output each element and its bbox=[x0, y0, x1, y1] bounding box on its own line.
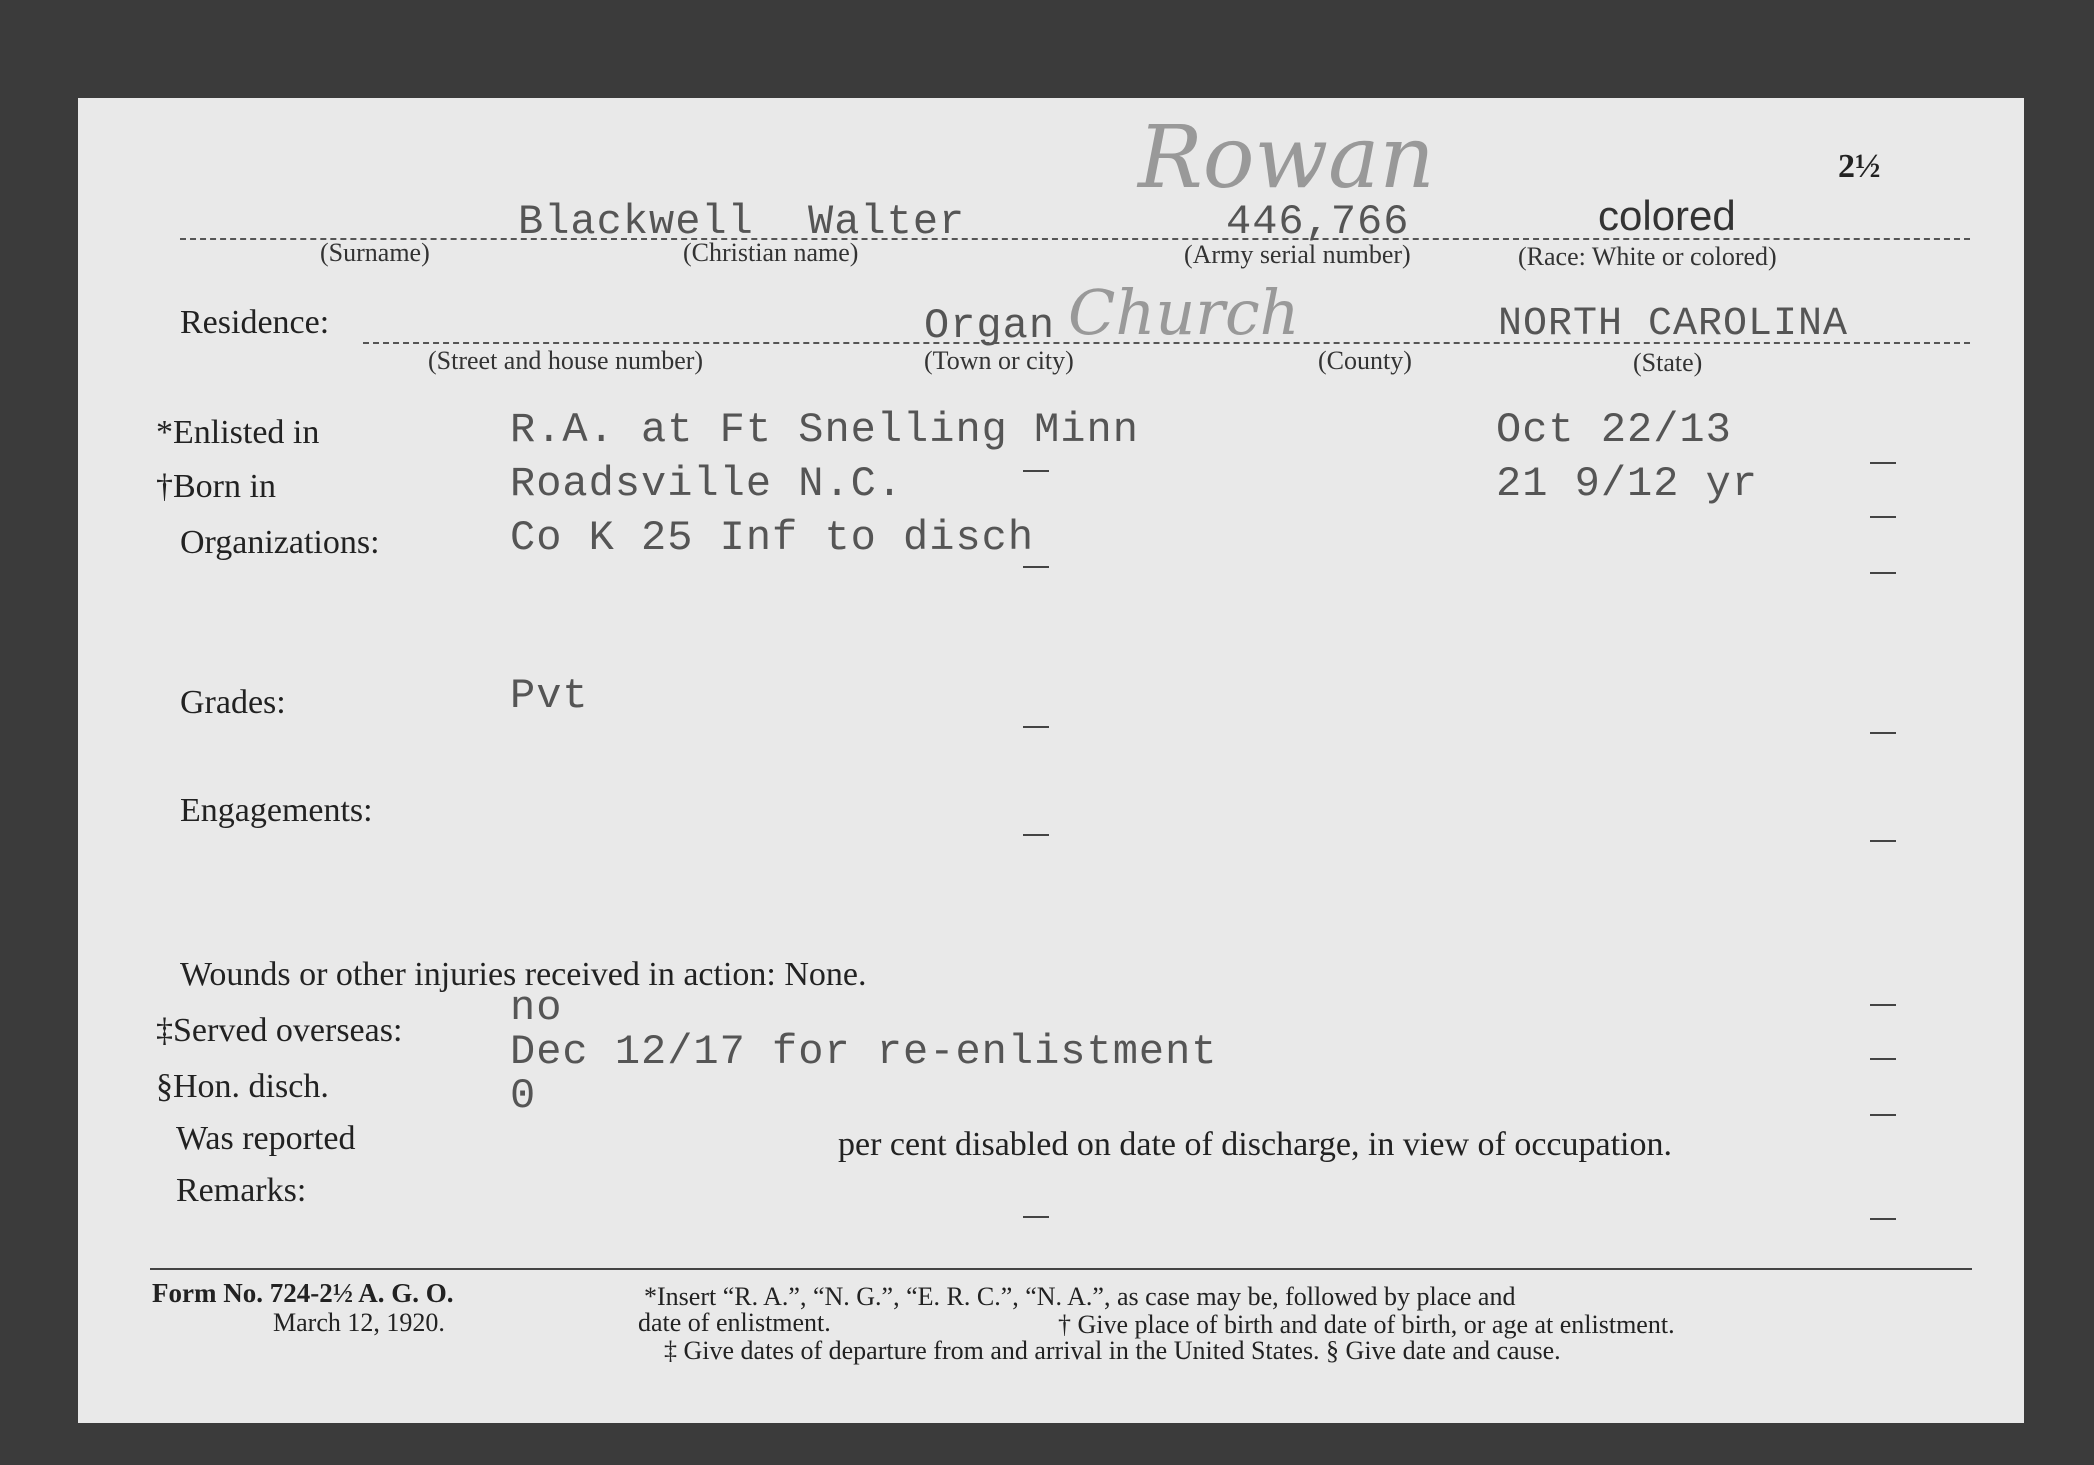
born-label: †Born in bbox=[156, 468, 276, 505]
hon-disch-value: Dec 12/17 for re-enlistment bbox=[510, 1028, 1218, 1076]
grades-value: Pvt bbox=[510, 672, 589, 720]
form-number: Form No. 724-2½ A. G. O. bbox=[152, 1278, 454, 1308]
caption-town: (Town or city) bbox=[924, 346, 1074, 375]
enlisted-date-value: Oct 22/13 bbox=[1496, 406, 1732, 454]
tick-mark bbox=[1870, 732, 1896, 734]
enlisted-value: R.A. at Ft Snelling Minn bbox=[510, 406, 1139, 454]
tick-mark bbox=[1023, 470, 1049, 472]
enlisted-label: *Enlisted in bbox=[156, 414, 320, 451]
footnote-line-2a: date of enlistment. bbox=[638, 1308, 831, 1337]
residence-label: Residence: bbox=[180, 304, 330, 341]
disability-text: per cent disabled on date of discharge, in view of occupation. bbox=[838, 1126, 1672, 1163]
service-card bbox=[78, 98, 2024, 1423]
tick-mark bbox=[1870, 1114, 1896, 1116]
hon-disch-label: §Hon. disch. bbox=[156, 1068, 329, 1105]
surname-value: Blackwell bbox=[518, 198, 754, 246]
state-value: NORTH CAROLINA bbox=[1498, 302, 1849, 347]
organizations-label: Organizations: bbox=[180, 524, 380, 561]
wounds-text: Wounds or other injuries received in action: None. bbox=[180, 956, 867, 993]
was-reported-label: Was reported bbox=[176, 1120, 356, 1157]
race-value: colored bbox=[1598, 192, 1736, 239]
remarks-label: Remarks: bbox=[176, 1172, 307, 1209]
tick-mark bbox=[1870, 1218, 1896, 1220]
was-reported-value: 0 bbox=[510, 1072, 537, 1120]
footer-rule bbox=[150, 1268, 1972, 1270]
tick-mark bbox=[1023, 834, 1049, 836]
tick-mark bbox=[1023, 1216, 1049, 1218]
christian-name-value: Walter bbox=[808, 198, 966, 246]
tick-mark bbox=[1870, 516, 1896, 518]
tick-mark bbox=[1023, 726, 1049, 728]
footnote-line-1: *Insert “R. A.”, “N. G.”, “E. R. C.”, “N. A.”, as case may be, followed by place and bbox=[644, 1282, 1516, 1311]
tick-mark bbox=[1023, 566, 1049, 568]
form-date: March 12, 1920. bbox=[273, 1308, 445, 1337]
engagements-label: Engagements: bbox=[180, 792, 373, 829]
born-value: Roadsville N.C. bbox=[510, 460, 904, 508]
caption-christian-name: (Christian name) bbox=[683, 238, 859, 267]
footnote-line-3: ‡ Give dates of departure from and arrival in the United States. § Give date and cause. bbox=[664, 1336, 1561, 1365]
county-handwritten: Rowan bbox=[1138, 108, 1435, 208]
town-handwritten-value: Church bbox=[1068, 276, 1300, 349]
caption-race: (Race: White or colored) bbox=[1518, 242, 1777, 271]
town-typed-value: Organ bbox=[924, 302, 1056, 350]
born-age-value: 21 9/12 yr bbox=[1496, 460, 1759, 508]
serial-number-value: 446,766 bbox=[1226, 198, 1410, 246]
tick-mark bbox=[1870, 1058, 1896, 1060]
tick-mark bbox=[1870, 840, 1896, 842]
caption-surname: (Surname) bbox=[320, 238, 430, 267]
corner-mark: 2½ bbox=[1838, 148, 1881, 185]
grades-label: Grades: bbox=[180, 684, 286, 721]
served-overseas-value: no bbox=[510, 984, 563, 1032]
caption-serial-number: (Army serial number) bbox=[1184, 240, 1411, 269]
tick-mark bbox=[1870, 462, 1896, 464]
organizations-value: Co K 25 Inf to disch bbox=[510, 514, 1035, 562]
tick-mark bbox=[1870, 1004, 1896, 1006]
caption-state: (State) bbox=[1633, 348, 1703, 377]
caption-county: (County) bbox=[1318, 346, 1412, 375]
caption-street: (Street and house number) bbox=[428, 346, 704, 375]
tick-mark bbox=[1870, 572, 1896, 574]
footnote-line-2b: † Give place of birth and date of birth, or age at enlistment. bbox=[1058, 1310, 1675, 1339]
served-overseas-label: ‡Served overseas: bbox=[156, 1012, 403, 1049]
